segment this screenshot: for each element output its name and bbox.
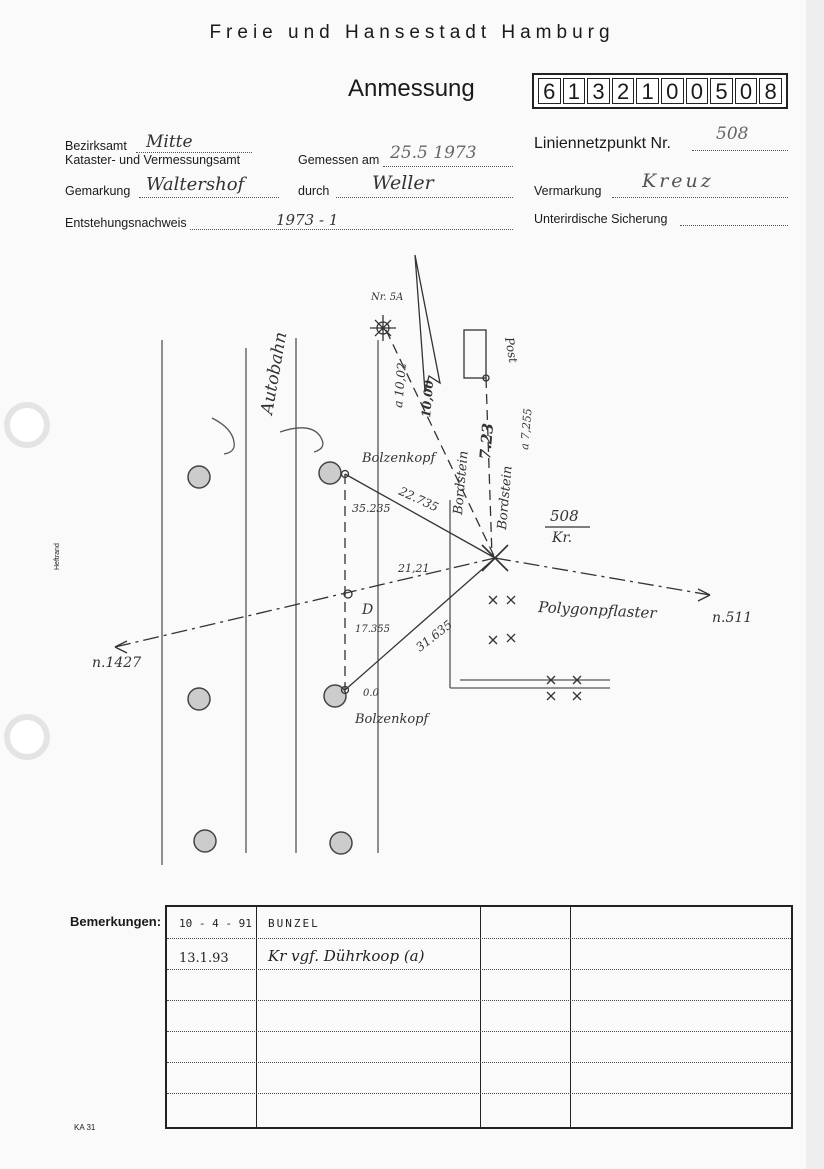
table-row-divider — [167, 1031, 791, 1032]
autobahn-brace — [212, 418, 234, 454]
liniennetzpunkt-label: Liniennetzpunkt Nr. — [534, 135, 671, 152]
table-col-divider — [256, 907, 257, 1127]
number-digit: 8 — [759, 78, 782, 104]
measure-35-235: 35.235 — [352, 502, 391, 515]
gemessen-label: Gemessen am — [298, 153, 380, 167]
measure-line — [486, 378, 492, 556]
post-label: Post — [502, 336, 521, 364]
entstehungsnachweis-value: 1973 - 1 — [276, 211, 339, 229]
number-digit: 6 — [538, 78, 561, 104]
bollard — [330, 832, 352, 854]
number-digit: 0 — [661, 78, 684, 104]
table-row-divider — [167, 1093, 791, 1094]
gemarkung-value: Waltershof — [146, 174, 245, 195]
entstehungsnachweis-label: Entstehungsnachweis — [65, 216, 187, 230]
point-d: D — [362, 602, 374, 618]
post-symbol — [464, 330, 486, 378]
number-digit: 5 — [710, 78, 733, 104]
bezirksamt-value: Mitte — [146, 132, 193, 152]
measure-line — [345, 474, 495, 558]
remarks-label: Bemerkungen: — [70, 914, 162, 929]
autobahn-brace — [280, 428, 323, 452]
remark-date: 10 - 4 - 91 — [179, 917, 252, 930]
autobahn-label: Autobahn — [257, 330, 292, 416]
number-digit: 2 — [612, 78, 635, 104]
table-row-divider — [167, 969, 791, 970]
table-col-divider — [480, 907, 481, 1127]
form-code: KA 31 — [74, 1123, 96, 1132]
measure-0-0: 0.0 — [363, 688, 379, 699]
bollard — [188, 688, 210, 710]
remark-text: BUNZEL — [268, 917, 320, 930]
table-row-divider — [167, 1062, 791, 1063]
point-star — [370, 315, 396, 341]
heftrand-label: Heftrand — [54, 543, 61, 570]
number-digit: 1 — [563, 78, 586, 104]
bollard — [194, 830, 216, 852]
vermarkung-label: Vermarkung — [534, 184, 602, 198]
n511-label: n.511 — [712, 610, 753, 626]
polygonpflaster-label: Polygonpflaster — [537, 598, 657, 623]
bolzenkopf-bottom: Bolzenkopf — [355, 712, 429, 727]
liniennetzpunkt-value: 508 — [716, 124, 749, 144]
measure-a7-255: a 7,255 — [518, 407, 535, 451]
gemessen-value: 25.5 1973 — [390, 143, 477, 163]
cross-mark — [482, 545, 508, 571]
city-header: Freie und Hansestadt Hamburg — [209, 22, 615, 43]
bezirksamt-label: Bezirksamt — [65, 139, 127, 153]
dist-north-1: a 10,02 — [391, 361, 409, 409]
table-col-divider — [570, 907, 571, 1127]
remark-text: Kr vgf. Dührkoop (a) — [268, 947, 425, 965]
vermarkung-value: Kreuz — [642, 170, 714, 192]
table-row-divider — [167, 938, 791, 939]
dist-north-2: 10,00 — [419, 379, 437, 419]
gemarkung-label: Gemarkung — [65, 184, 131, 198]
bordstein-1: Bordstein — [451, 450, 472, 516]
table-row-divider — [167, 1000, 791, 1001]
measure-line — [495, 558, 710, 595]
remarks-table — [165, 905, 793, 1129]
durch-value: Weller — [372, 172, 434, 194]
measure-7-23: 7.23 — [476, 422, 498, 461]
bollard — [319, 462, 341, 484]
measure-31-635: 31.635 — [413, 617, 455, 655]
bollard — [188, 466, 210, 488]
measure-17-355: 17.355 — [355, 624, 390, 635]
durch-label: durch — [298, 184, 330, 198]
form-title: Anmessung — [348, 75, 475, 102]
bordstein-2: Bordstein — [495, 465, 516, 531]
number-digit: 1 — [636, 78, 659, 104]
number-digit: 0 — [686, 78, 709, 104]
pt508-kr: Kr. — [552, 530, 573, 546]
measure-22-735: 22.735 — [396, 484, 441, 515]
bolzenkopf-top: Bolzenkopf — [362, 451, 436, 466]
number-digit: 3 — [587, 78, 610, 104]
nr5a-label: Nr. 5A — [371, 292, 404, 303]
kataster-label: Kataster- und Vermessungsamt — [65, 153, 241, 167]
number-digit: 0 — [735, 78, 758, 104]
n1427-label: n.1427 — [92, 655, 142, 671]
pt508-number: 508 — [550, 507, 579, 525]
unterirdische-sicherung-label: Unterirdische Sicherung — [534, 212, 668, 226]
north-arrow — [415, 255, 440, 392]
remark-date: 13.1.93 — [179, 951, 229, 966]
measure-21-21: 21,21 — [398, 562, 430, 575]
